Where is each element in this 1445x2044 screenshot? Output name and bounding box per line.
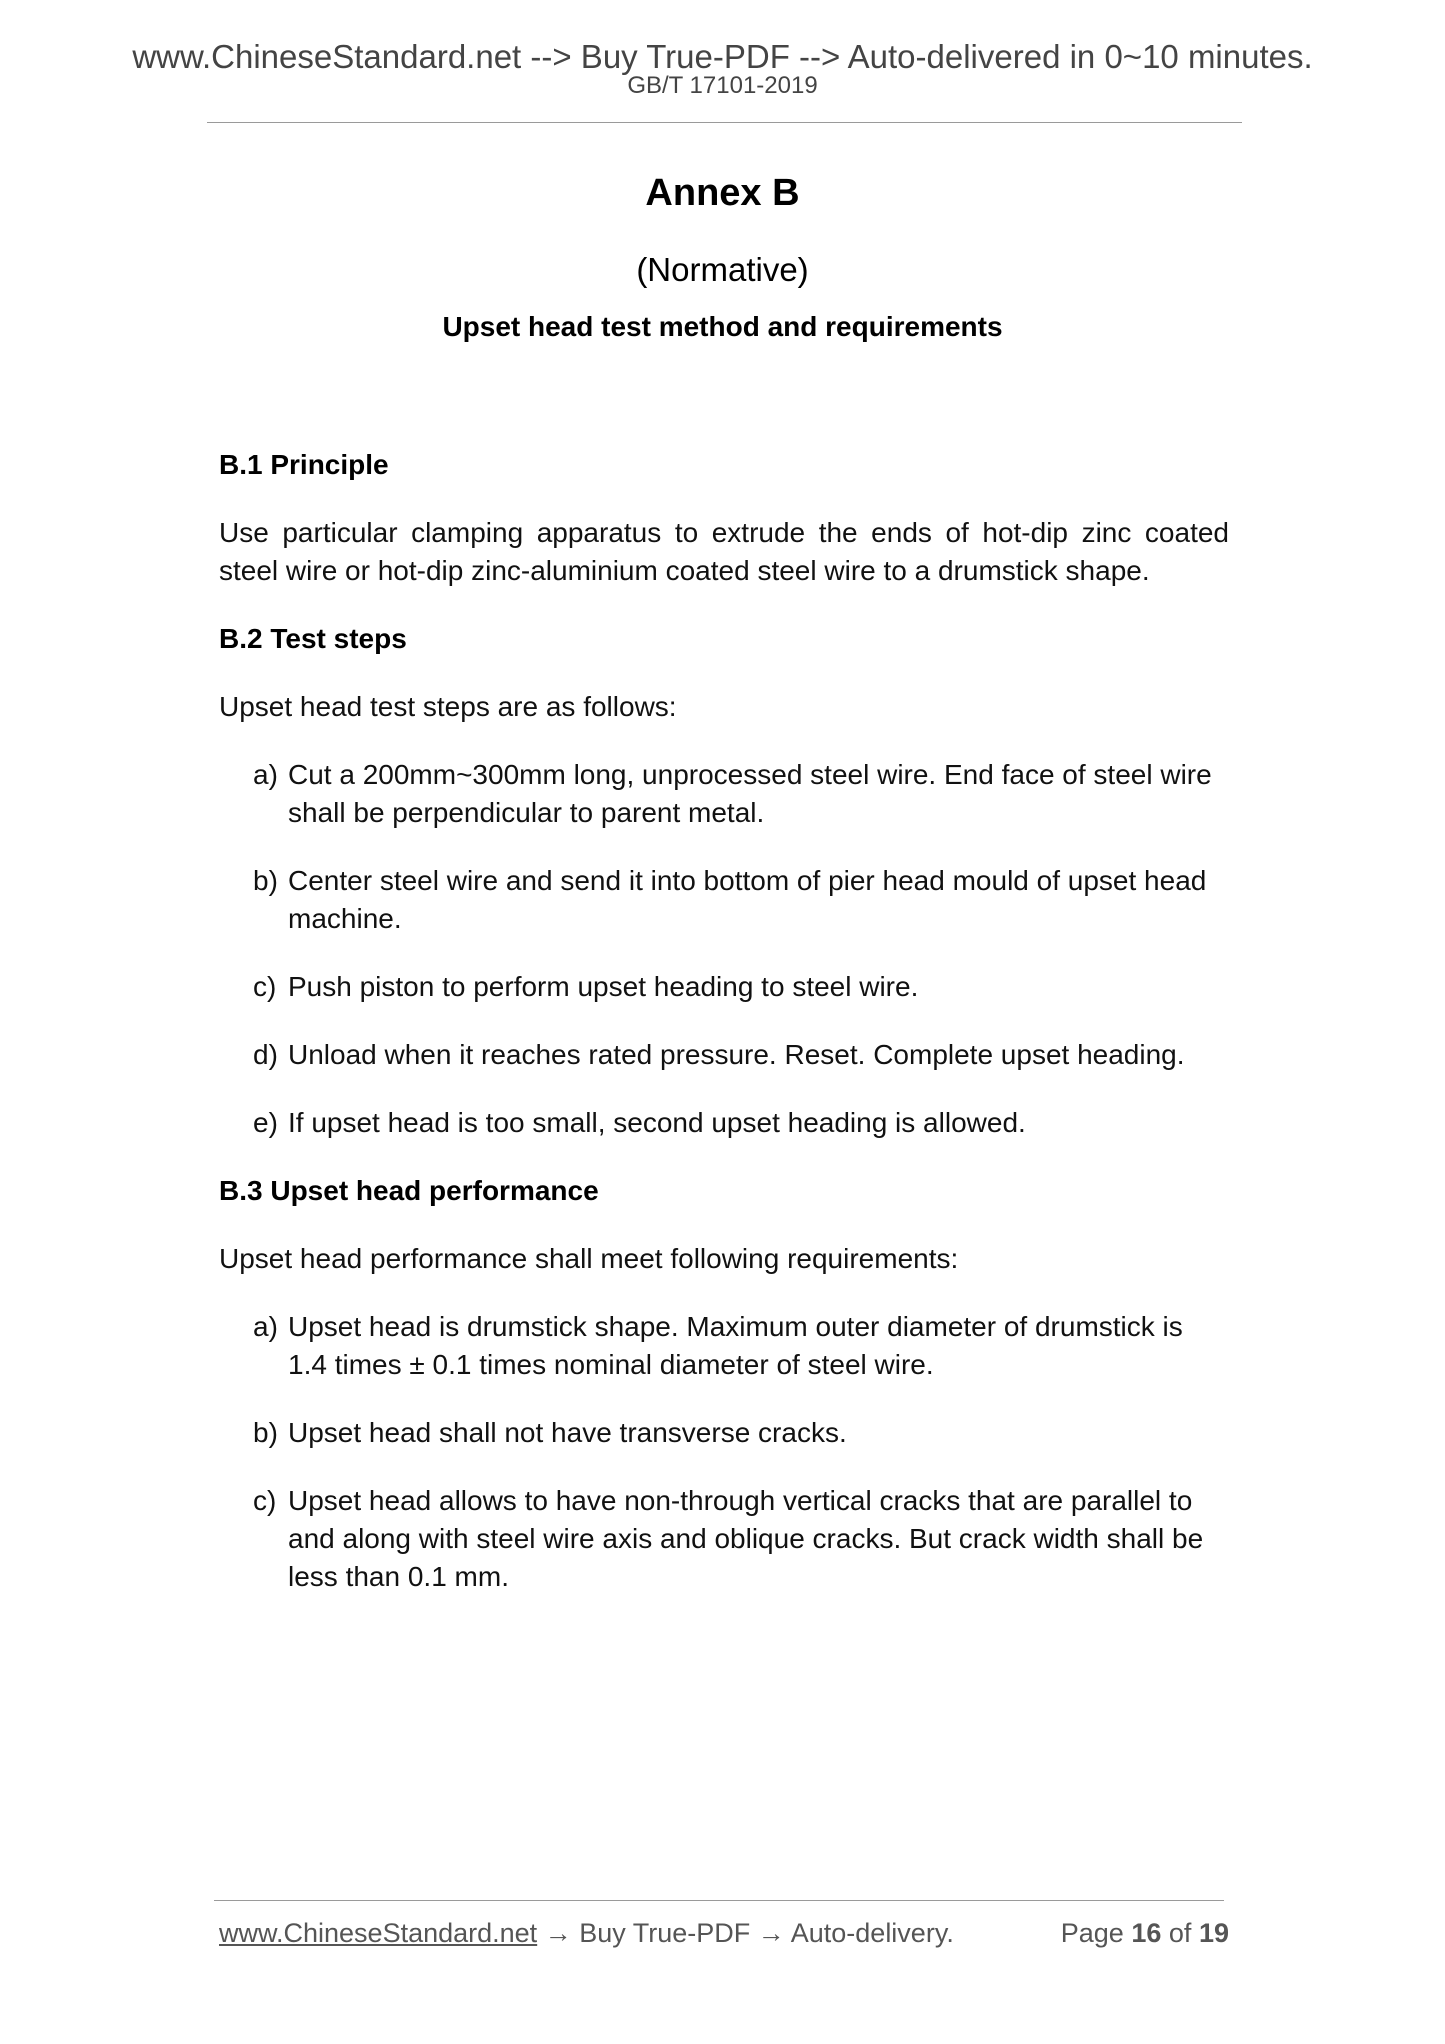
list-item xyxy=(219,1308,1229,1384)
list-item-text: Cut a 200mm~300mm long, unprocessed steel wire. End face of steel wire shall be perpendicular to parent metal. xyxy=(288,759,1212,828)
footer-divider xyxy=(214,1900,1224,1901)
standard-code: GB/T 17101-2019 xyxy=(627,72,818,99)
footer-tagline: → Buy True-PDF → Auto-delivery. xyxy=(537,1918,954,1948)
section-heading: B.3 Upset head performance xyxy=(219,1175,599,1206)
list-item-text: If upset head is too small, second upset heading is allowed. xyxy=(288,1107,1026,1138)
section-principle xyxy=(219,446,1229,590)
page-current: 16 xyxy=(1131,1918,1162,1948)
section-heading: B.2 Test steps xyxy=(219,623,407,654)
list-item-text: Upset head shall not have transverse cracks. xyxy=(288,1417,847,1448)
list-item-text: Upset head is drumstick shape. Maximum outer diameter of drumstick is 1.4 times ± 0.1 times nominal diameter of steel wire. xyxy=(288,1311,1183,1380)
section-heading: B.1 Principle xyxy=(219,449,389,480)
list-item xyxy=(219,1104,1229,1142)
list-marker: d) xyxy=(253,1039,278,1070)
list-marker: b) xyxy=(253,1417,278,1448)
list-marker: b) xyxy=(253,865,278,896)
section-upset-head-performance xyxy=(219,1172,1229,1596)
header-banner: www.ChineseStandard.net --> Buy True-PDF --> Auto-delivered in 0~10 minutes. xyxy=(132,38,1313,75)
list-item xyxy=(219,862,1229,938)
page-footer xyxy=(219,1916,1229,1950)
annex-type: (Normative) xyxy=(636,251,809,288)
requirements-list xyxy=(219,1308,1229,1596)
page-number xyxy=(1061,1916,1229,1950)
list-item-text: Center steel wire and send it into bottom of pier head mould of upset head machine. xyxy=(288,865,1207,934)
list-item-text: Push piston to perform upset heading to steel wire. xyxy=(288,971,919,1002)
list-item xyxy=(219,756,1229,832)
annex-title: Annex B xyxy=(645,172,800,214)
page-word: Page xyxy=(1060,1918,1124,1948)
annex-subtitle: Upset head test method and requirements xyxy=(442,311,1003,342)
section-paragraph: Use particular clamping apparatus to extrude the ends of hot-dip zinc coated steel wire or hot-dip zinc-aluminium coated steel wire to a drumstick shape. xyxy=(219,517,1229,586)
header-divider xyxy=(207,122,1242,123)
document-body xyxy=(219,446,1229,1626)
footer-site-link[interactable]: www.ChineseStandard.net xyxy=(219,1918,538,1948)
list-marker: a) xyxy=(253,1311,278,1342)
list-item xyxy=(219,1482,1229,1596)
list-marker: c) xyxy=(253,1485,277,1516)
list-item-text: Unload when it reaches rated pressure. Reset. Complete upset heading. xyxy=(288,1039,1185,1070)
list-item xyxy=(219,968,1229,1006)
of-word: of xyxy=(1168,1918,1192,1948)
list-item-text: Upset head allows to have non-through vertical cracks that are parallel to and along with steel wire axis and oblique cracks. But crack width shall be less than 0.1 mm. xyxy=(288,1485,1204,1592)
page-total: 19 xyxy=(1198,1918,1229,1948)
list-marker: a) xyxy=(253,759,278,790)
list-marker: e) xyxy=(253,1107,278,1138)
section-paragraph: Upset head performance shall meet following requirements: xyxy=(219,1243,959,1274)
section-test-steps xyxy=(219,620,1229,1142)
list-item xyxy=(219,1414,1229,1452)
list-marker: c) xyxy=(253,971,277,1002)
section-paragraph: Upset head test steps are as follows: xyxy=(219,691,677,722)
list-item xyxy=(219,1036,1229,1074)
steps-list xyxy=(219,756,1229,1142)
